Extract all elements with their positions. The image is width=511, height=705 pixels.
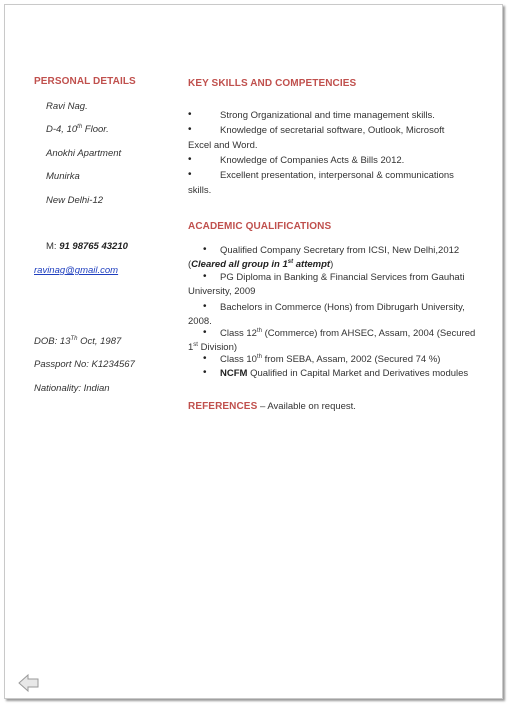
bullet-icon: • [203,271,207,282]
bullet-icon: • [203,301,207,312]
bullet-icon: • [188,124,192,135]
bullet-icon: • [188,169,192,180]
bullet-icon: • [203,244,207,255]
mobile-line: M: 91 98765 43210 [46,241,128,252]
back-arrow-icon[interactable] [17,673,41,693]
dob-line: DOB: 13Th Oct, 1987 [34,335,122,347]
nationality-line: Nationality: Indian [34,383,110,394]
bullet-icon: • [203,327,207,338]
name-text: Ravi Nag. [46,101,88,112]
bullet-icon: • [203,353,207,364]
address-line-2: Anokhi Apartment [46,148,122,159]
passport-line: Passport No: K1234567 [34,359,135,370]
address-line-1: D-4, 10th Floor. [46,123,109,135]
bullet-icon: • [188,154,192,165]
bullet-icon: • [188,109,192,120]
academic-heading: ACADEMIC QUALIFICATIONS [188,221,332,232]
references-heading: REFERENCES [188,401,258,412]
bullet-icon: • [203,367,207,378]
key-skills-heading: KEY SKILLS AND COMPETENCIES [188,78,357,89]
personal-details-heading: PERSONAL DETAILS [34,76,136,87]
address-line-3: Munirka [46,171,80,182]
email-link[interactable]: ravinag@gmail.com [34,265,119,276]
document-page: PERSONAL DETAILS Ravi Nag. D-4, 10th Floor. Anokhi Apartment Munirka New Delhi-12 M: 91 98765 43210 ravinag@gmail.com DOB: 13Th Oct, 1987 Passport No: K1234567 Nationality: Indian KEY SKILLS AND COMPETENCIES • Strong Organizational and time management skills. • Knowledge of secretarial software, Outlook, Microsoft Excel and Word. • Knowledge of Companies Acts & Bills 2012. • Excellent presentation, interpersonal & communications skills. ACADEMIC QUALIFICATIONS • Qualified Company Secretary from ICSI, New Delhi,2012 (Cleared all group in 1st attempt) • PG Diploma in Banking & Financial Services from Gauhati University, 2009 • Bachelors in Commerce (Hons) from Dibrugarh University, 2008. • Class 12th (Commerce) from AHSEC, Assam, 2004 (Secured 1st Division) • Class 10th from SEBA, Assam, 2002 (Secured 74 %) • NCFM Qualified in Capital Market and Derivatives modules REFERENCES – Available on request. [4,4,503,699]
address-line-4: New Delhi-12 [46,195,104,206]
references-line: REFERENCES – Available on request. [188,401,356,412]
email-line [34,265,118,276]
